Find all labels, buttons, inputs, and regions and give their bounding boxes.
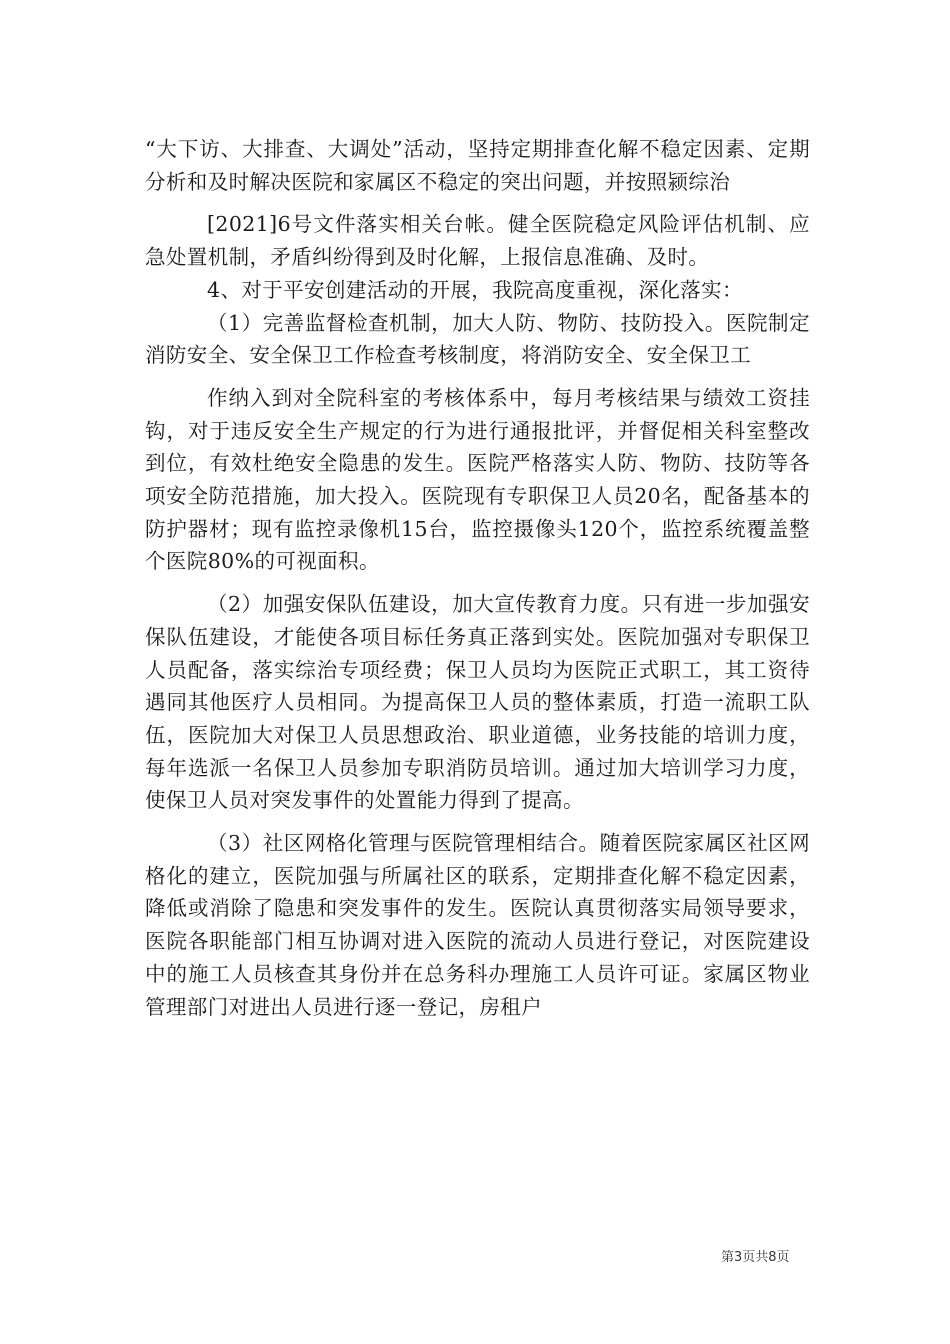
page-number: 第3页共8页 — [721, 1250, 790, 1265]
paragraph-activities: “大下访、大排查、大调处”活动，坚持定期排查化解不稳定因素、定期分析和及时解决医院和家属区不稳定的突出问题，并按照颍综治 — [145, 137, 810, 194]
paragraph-safety-creation: 4、对于平安创建活动的开展，我院高度重视，深化落实： — [207, 277, 743, 302]
paragraph-item-3: （3）社区网格化管理与医院管理相结合。随着医院家属区社区网格化的建立，医院加强与所属社区的联系，定期排查化解不稳定因素，降低或消除了隐患和突发事件的发生。医院认真贯彻落实局领导要求，医院各职能部门相互协调对进入医院的流动人员进行登记，对医院建设中的施工人员核查其身份并在总务科办理施工人员许可证。家属区物业管理部门对进出人员进行逐一登记，房租户 — [145, 831, 810, 1019]
paragraph-item-1: （1）完善监督检查机制，加大人防、物防、技防投入。医院制定消防安全、安全保卫工作检查考核制度，将消防安全、安全保卫工 — [145, 310, 810, 368]
paragraph-document-ledger: [2021]6号文件落实相关台帐。健全医院稳定风险评估机制、应急处置机制，矛盾纠纷得到及时化解，上报信息准确、及时。 — [145, 212, 810, 270]
document-body — [145, 133, 810, 1023]
paragraph-item-2: （2）加强安保队伍建设，加大宣传教育力度。只有进一步加强安保队伍建设，才能使各项目标任务真正落到实处。医院加强对专职保卫人员配备，落实综治专项经费；保卫人员均为医院正式职工，其工资待遇同其他医疗人员相同。为提高保卫人员的整体素质，打造一流职工队伍，医院加大对保卫人员思想政治、职业道德，业务技能的培训力度，每年选派一名保卫人员参加专职消防员培训。通过加大培训学习力度，使保卫人员对突发事件的处置能力得到了提高。 — [145, 592, 810, 813]
paragraph-item-1-continued: 作纳入到对全院科室的考核体系中，每月考核结果与绩效工资挂钩，对于违反安全生产规定的行为进行通报批评，并督促相关科室整改到位，有效杜绝安全隐患的发生。医院严格落实人防、物防、技防等各项安全防范措施，加大投入。医院现有专职保卫人员20名，配备基本的防护器材；现有监控录像机15台，监控摄像头120个，监控系统覆盖整个医院80%的可视面积。 — [145, 385, 810, 574]
